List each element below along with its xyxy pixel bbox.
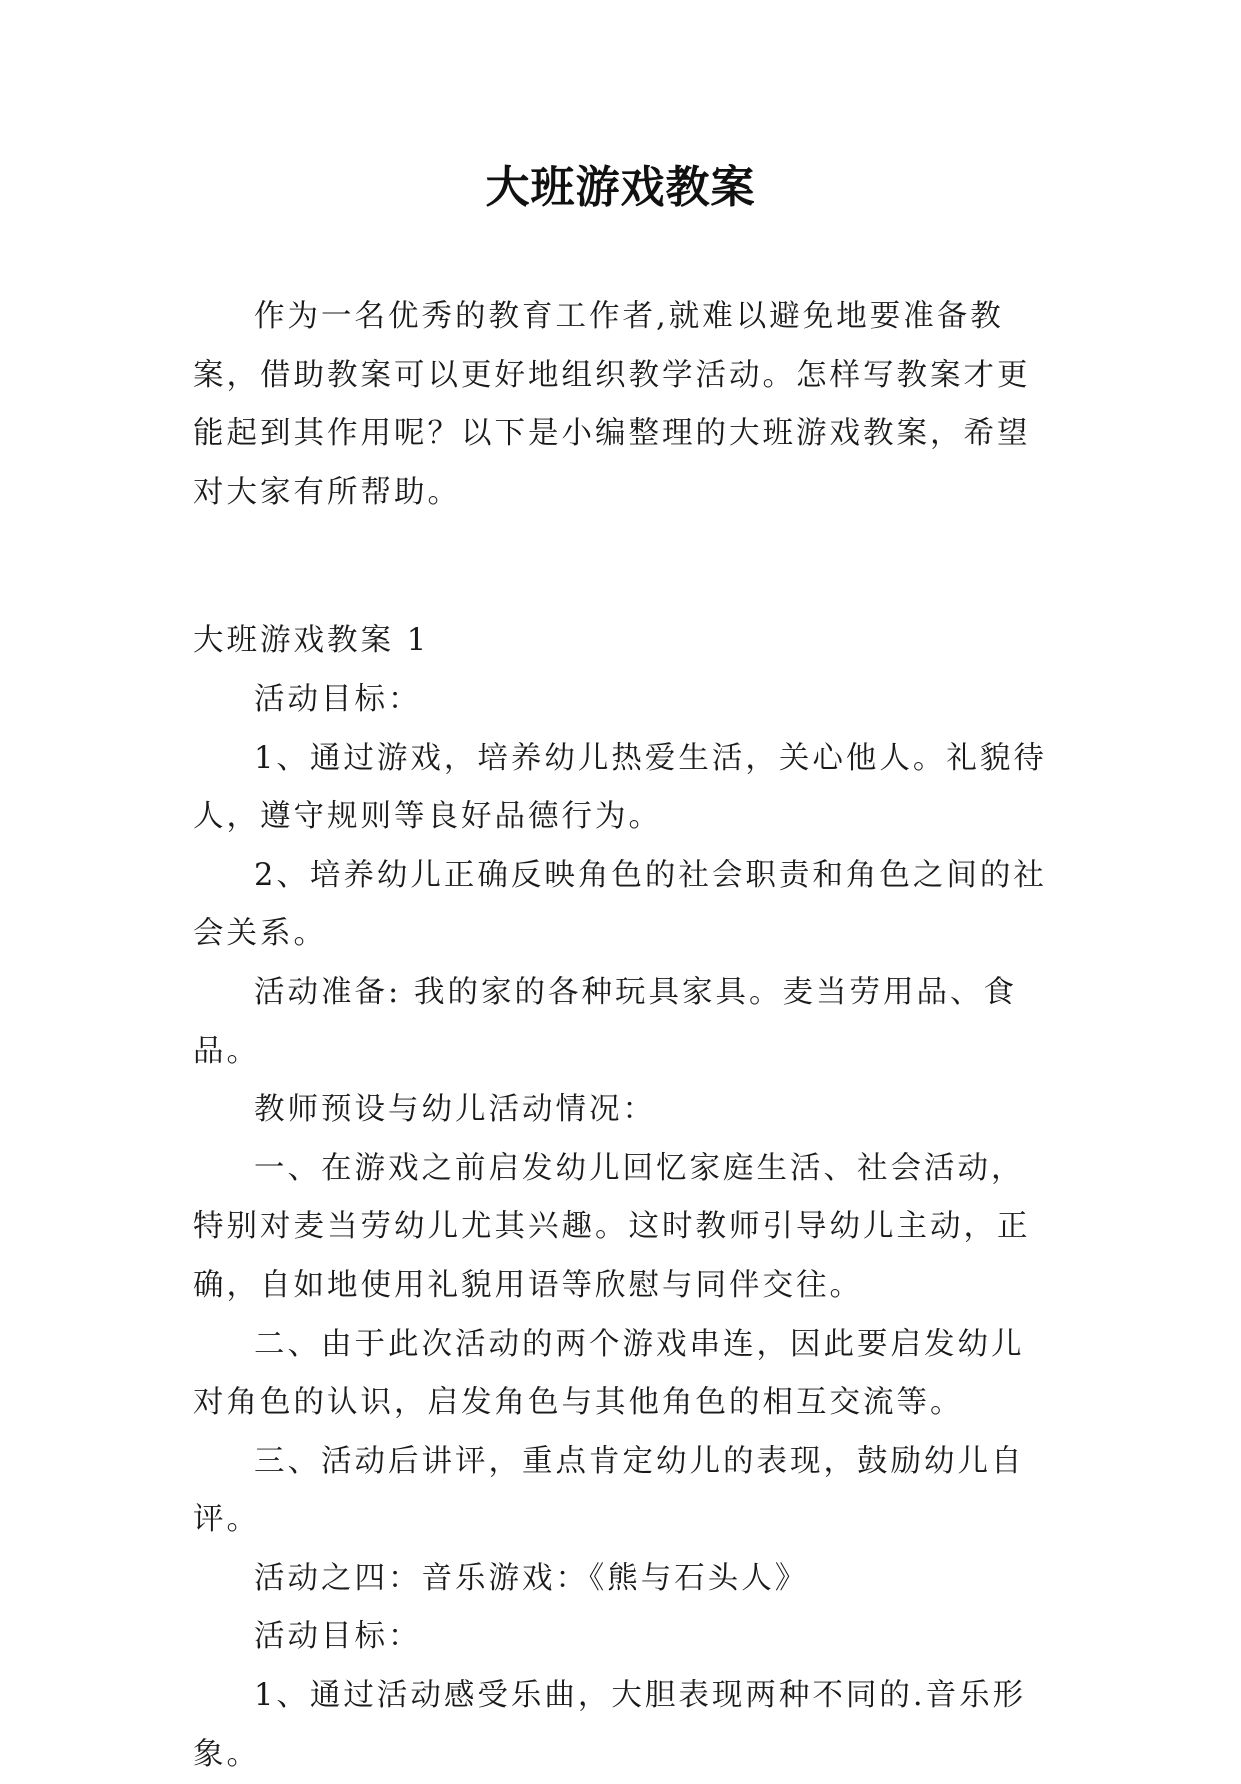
section-heading: 大班游戏教案 1 <box>193 623 430 659</box>
paragraph-preparation: 活动准备: 我的家的各种玩具家具。麦当劳用品、食品。 <box>193 974 1017 1069</box>
paragraph-teacher-plan: 教师预设与幼儿活动情况： <box>254 1092 656 1128</box>
paragraph-activity-goals-2: 活动目标： <box>254 1619 422 1655</box>
paragraph-goal-1: 1、通过游戏，培养幼儿热爱生活，关心他人。礼貌待人，遵守规则等良好品德行为。 <box>193 740 1047 835</box>
document-body <box>193 288 1053 1784</box>
section-spacer <box>193 522 1053 612</box>
paragraph-step-3: 三、活动后讲评，重点肯定幼儿的表现，鼓励幼儿自评。 <box>193 1443 1025 1538</box>
paragraph-step-1: 一、在游戏之前启发幼儿回忆家庭生活、社会活动，特别对麦当劳幼儿尤其兴趣。这时教师引导幼儿主动，正确，自如地使用礼貌用语等欣慰与同伴交往。 <box>193 1150 1031 1303</box>
intro-paragraph: 作为一名优秀的教育工作者,就难以避免地要准备教案，借助教案可以更好地组织教学活动。怎样写教案才更能起到其作用呢？以下是小编整理的大班游戏教案，希望对大家有所帮助。 <box>193 299 1031 510</box>
paragraph-goal-2: 2、培养幼儿正确反映角色的社会职责和角色之间的社会关系。 <box>193 857 1047 952</box>
paragraph-activity-4: 活动之四：音乐游戏：《熊与石头人》 <box>254 1560 809 1596</box>
paragraph-music-goal-1: 1、通过活动感受乐曲，大胆表现两种不同的.音乐形象。 <box>193 1678 1027 1772</box>
paragraph-activity-goals: 活动目标： <box>254 681 422 717</box>
paragraph-step-2: 二、由于此次活动的两个游戏串连，因此要启发幼儿对角色的认识，启发角色与其他角色的相互交流等。 <box>193 1326 1025 1421</box>
document-title: 大班游戏教案 <box>485 162 756 213</box>
